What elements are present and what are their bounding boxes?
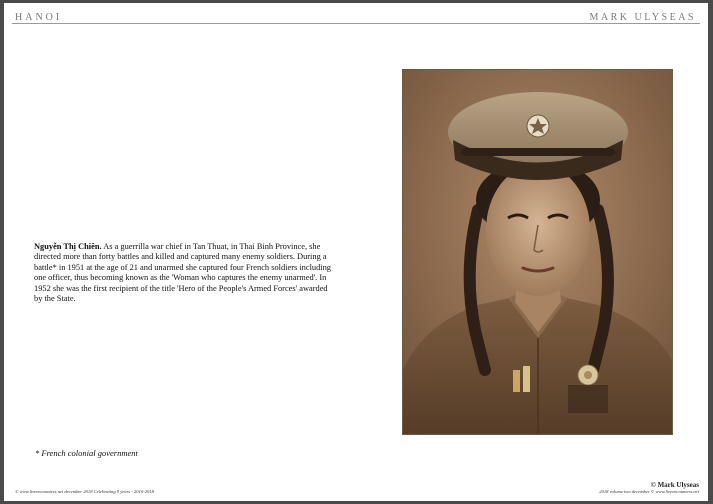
portrait-illustration: [403, 70, 672, 434]
article-body: As a guerrilla war chief in Tan Thuat, in Thai Binh Province, she directed more than forty battles and killed and captured many enemy soldiers. During a battle* in 1951 at the age of 21 and unarmed she captured four French soldiers including one officer, thus becoming known as the 'Woman who captures the enemy unarmed'. In 1952 she was the first recipient of the title 'Hero of the People's Armed Forces' awarded by the State.: [34, 242, 331, 304]
footer-volume: 2018 volume two december © www.liveencounters.net: [599, 489, 699, 494]
footer-right-block: [599, 481, 699, 495]
author-name: MARK ULYSEAS: [589, 12, 696, 23]
footnote: * French colonial government: [35, 448, 138, 458]
magazine-page: [4, 3, 708, 501]
footer-copyright: © www.liveencounters.net december 2018 Celebrating 9 years - 2010-2018: [15, 489, 154, 494]
section-title: HANOI: [15, 12, 63, 23]
article-paragraph: [34, 242, 334, 304]
portrait-photo: [402, 69, 673, 435]
subject-name: Nguyễn Thị Chiên.: [34, 242, 102, 251]
header-divider: [12, 23, 700, 24]
footer-brand: © Mark Ulyseas: [650, 481, 699, 489]
